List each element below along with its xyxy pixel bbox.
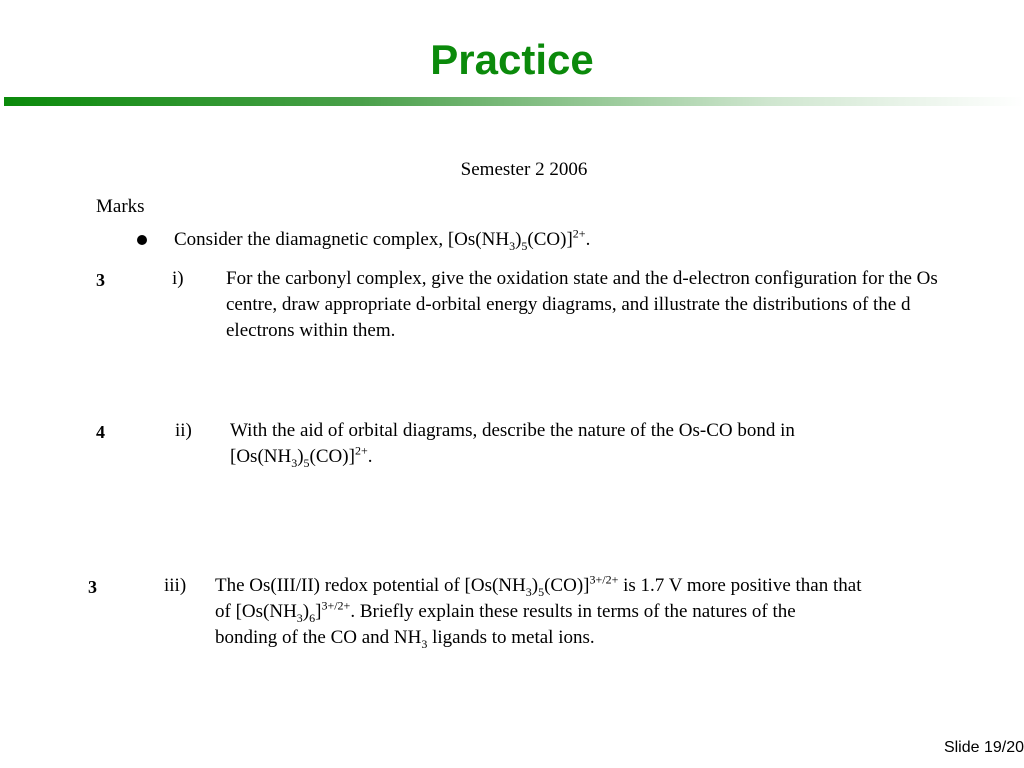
question-3-marks: 3 bbox=[88, 577, 97, 597]
question-1-numeral: i) bbox=[172, 268, 184, 289]
question-3-text: The Os(III/II) redox potential of $[Os(NH_3)_5(CO)]^{3+/2+}$ is 1.7 V more positive than that of $[Os(NH_3)_6]^{3+/2+}$. Briefly explain these results in terms of the natures of the bonding of the CO and $NH_3$ ligands to metal ions. bbox=[215, 572, 862, 651]
question-1-marks: 3 bbox=[96, 270, 105, 290]
marks-label: Marks bbox=[96, 196, 145, 217]
title-underline-bar bbox=[4, 97, 1024, 106]
semester-heading: Semester 2 2006 bbox=[460, 159, 588, 180]
slide-title: Practice bbox=[430, 36, 594, 83]
intro-statement: Consider the diamagnetic complex, $[Os(NH_3)_5(CO)]^{2+}$. bbox=[174, 226, 591, 253]
question-2-numeral: ii) bbox=[175, 420, 192, 441]
question-2-text: With the aid of orbital diagrams, describe the nature of the Os-CO bond in $[Os(NH_3)_5(CO)]^{2+}$. bbox=[230, 420, 795, 470]
question-3-numeral: iii) bbox=[164, 575, 187, 596]
bullet-icon bbox=[137, 235, 147, 245]
slide-number: Slide 19/20 bbox=[943, 739, 1024, 756]
question-1-text: For the carbonyl complex, give the oxidation state and the d-electron configuration for the Os centre, draw appropriate d-orbital energy diagrams, and illustrate the distributions of the d electrons within them. bbox=[226, 268, 938, 341]
question-2-marks: 4 bbox=[96, 422, 105, 442]
